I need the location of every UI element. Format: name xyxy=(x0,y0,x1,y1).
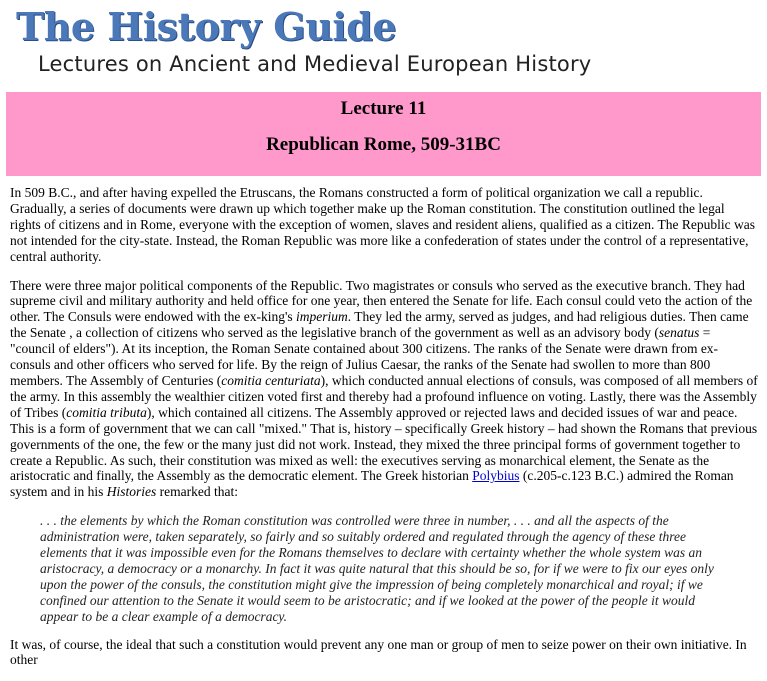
lecture-title: Republican Rome, 509-31BC xyxy=(266,134,501,155)
site-title: The History Guide xyxy=(16,4,397,49)
text-run: There were three major political components of the Republic. Two magistrates or consuls who served as the executive branch. They had supreme civil and military authority and held office for one year, then entered the Senate for life. Each consul could veto the action of the other. The Consuls were endowed with the ex-king's xyxy=(10,277,753,325)
site-subtitle: Lectures on Ancient and Medieval European History xyxy=(38,52,592,76)
lecture-banner xyxy=(6,92,761,176)
text-run: (c.205-c.123 B.C.) admired the Roman system and in his xyxy=(10,468,734,500)
polybius-link[interactable]: Polybius xyxy=(472,468,520,484)
term-imperium: imperium xyxy=(296,309,348,325)
lecture-number: Lecture 11 xyxy=(340,98,427,119)
site-header xyxy=(0,0,767,88)
text-run: = "council of elders"). At its inception, the Roman Senate contained about 300 citizens. The ranks of the Senate were drawn from ex-consuls and other officers who served for life. By the reign of Julius Caesar, the ranks of the Senate had swollen to more than 800 members. The Assembly of Centuries ( xyxy=(10,325,719,388)
paragraph-intro: In 509 B.C., and after having expelled the Etruscans, the Romans constructed a form of political organization we call a republic. Gradually, a series of documents were drawn up which together make up the Roman constitution. The constitution outlined the legal rights of citizens and in Rome, everyone with the exception of women, slaves and resident aliens, qualified as a citizen. The Republic was not intended for the city-state. Instead, the Roman Republic was more like a confederation of states under the control of a representative, central authority. xyxy=(10,185,756,264)
paragraph-ideal: It was, of course, the ideal that such a constitution would prevent any one man or group of men to seize power on their own initiative. In other xyxy=(10,636,747,668)
term-senatus: senatus xyxy=(658,325,700,341)
term-comitia-centuriata: comitia centuriata xyxy=(221,372,321,388)
text-run: ), which contained all citizens. The Assembly approved or rejected laws and decided issues of war and peace. This is a form of government that we can call "mixed." That is, history – specifically Greek history – had shown the Romans that previous governments of the one, the few or the many just did not work. Instead, they mixed the three principal forms of government together to create a Republic. As such, their constitution was mixed as well: the executives serving as monarchical element, the Senate as the aristocratic and finally, the Assembly as the democratic element. The Greek historian xyxy=(10,404,758,484)
text-run: . They led the army, served as judges, and had religious duties. Then came the Senate , a collection of citizens who served as the legislative branch of the government as well as an advisory body ( xyxy=(10,309,749,341)
term-histories: Histories xyxy=(106,484,157,500)
text-run: ), which conducted annual elections of consuls, was composed of all members of the army. In this assembly the wealthier citizen voted first and thereby had a profound influence on voting. Lastly, there was the Assembly of Tribes ( xyxy=(10,372,758,420)
lecture-content xyxy=(10,185,758,681)
term-comitia-tributa: comitia tributa xyxy=(66,404,147,420)
paragraph-components xyxy=(10,278,758,501)
text-run: remarked that: xyxy=(156,484,238,500)
polybius-quote: . . . the elements by which the Roman constitution was controlled were three in number, . . . and all the aspects of the administration were, taken separately, so fairly and so suitably ordered and regulated through the agency of these three elements that it was impossible even for the Romans themselves to declare with certainty whether the whole system was an aristocracy, a democracy or a monarchy. In fact it was quite natural that this should be so, for if we were to fix our eyes only upon the power of the consuls, the constitution might give the impression of being completely monarchical and royal; if we confined our attention to the Senate it would seem to be aristocratic; and if we looked at the power of the people it would appear to be a clear example of a democracy. xyxy=(40,513,714,624)
